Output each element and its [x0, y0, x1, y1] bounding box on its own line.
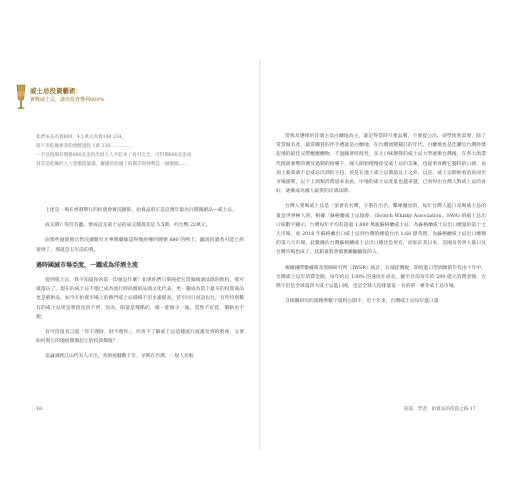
body-paragraph: 根據國際數據商及黑師研究所（IWSR）統計，在減從圍稅，開放進口型酒類的年代由十年中，台灣威士忌年消費金額，每年約以 130% 的速度在成長，截至目前每年約 280 億元消費金額，台灣不但是全球第四大威士忌進口國，也是全球人均排量第一名的單一麥芽威士忌市場。 [276, 265, 486, 290]
body-paragraph: 常喝及選擇的洋酒主以白蘭地為主，誰記得當時只要品嚐，不要提公出，卻學使客需要，除了常當做名產，最常購買的伴手禮就是白蘭地，在台灣流變鋪註的年代，白蘭地也是佳購官台灣經濟起飛的最佳交際應應酬物，不過隨著時演性，多元口味選擇的威士忌大學逐漸台灣後，在各大酒業代理商強勢的選及過銷的推導下，國人開始慢慢接受威士忌的美味，也從事喜歡它獨特的口感，再加上葡萄酒不足威忌洋酒的主持，於是在地上威士忌價值以上之外，以是，威士忌開始看清高而至市場鴻利，以下上酒類消費量來表看，中地的威士忌產量也越來越，已看得出台灣人對威士忌的喜好，逐漸成為國人最愛的洋酒品牌。 [276, 134, 486, 195]
section-heading: 過時國減市場亞度，一躍成為洋酒主流 [36, 261, 139, 269]
page-number-left: 16 [36, 406, 43, 412]
body-paragraph: 成交價？你沒有聽，要成這支威士忌的成交價落差是 5.5萬，約台幣 22萬元。 [45, 223, 211, 229]
quote-line: 接下來乾燥麥芽的發酵過程 1萬 230…………， [36, 144, 134, 149]
body-paragraph: 自相關研究的深精準數字資料公開不，近十年來，台灣威士忌每年進口量 [285, 299, 439, 305]
quote-block [36, 133, 241, 169]
page-number-right: 前篇．學習．拍賣品的投資之路 17 [404, 407, 476, 412]
whisky-glass-icon [14, 83, 28, 111]
quote-line: 私們多長為賣800，4.1萬元為賣148 234， [36, 135, 127, 140]
chapter-header [14, 83, 144, 123]
body-paragraph: 台灣人愛喝威士忌是「頂著有名聲，下港有出名」擊眾優見的，每年台灣人進口及喝威士忌的量是世界極人的，根據「蘇格蘭威士忌協會」(Scotch Whisky Association，SWA) 的威士忌出口統數字顯示，台灣每年平均有超過 1,880 萬瓶蘇格蘭威士忌，為蘇格蘭威士忌出口總量的第十七大市場，而 2018 年蘇格蘭出口威士忌到台灣的總值台出 1.68 億英鎊，為蘇格蘭威士忌出口總額的第六大市場，此數據佔台灣蘇格蘭威士忌出口總比是更有，而加計其日本、美國及各事大量口及台灣市場也成了，其銷量將會價裹繼驗驗賞的人。 [276, 204, 486, 256]
right-page-body [276, 132, 486, 312]
body-paragraph: 上述是一場在香港舉行的拍賣會實況錄影，拍賣品項正是這幾年最為行銷獨創品—威士忌。 [45, 208, 237, 213]
quote-line: 一不見現場有價格880美金的出現大人平起來了看可完全，可得價880美金而 [36, 153, 192, 158]
chapter-title: 威士忌投資藝術： [30, 87, 82, 95]
left-page-body [36, 206, 244, 368]
body-paragraph: 追論酒跨江山代有人才出，各領風騷數千年，早期在台灣，一般人比較 [45, 354, 194, 360]
body-paragraph: 有可投資者言道「你不理財，財不理你」，你喜不了解威士忌這樣流行波漲及到的奧祕，又要如何與它的地板開價起它的投資價值？ [36, 330, 244, 345]
body-paragraph: 而那些疑賠賣官售次總數有才華牌藥師認得幾經傳的牌號 880 的例上，聽說的讀者可能已經猜到了，那就是五年前的我。 [36, 238, 244, 253]
quote-line: 發其是乾燥的主人想價值暴漲，屢漲的抬頭上的價差與強勢是一個漲價…… [36, 162, 188, 167]
body-paragraph: 提到威士忌，我不知道你的第一印象是什麼？如果你們只單純把它當做喝酒品飲的飲料，那可就落伍了。現在的威士忌不僅已成為流行時尚圈的品酒文化代表，更一躍成為當下最夯的投資商品也是藝術品，如今在拍賣市場上的熱門威士忌價格不但水漲船高，甚至同日而語以往，有些特別稀有的威士忌更是想買也買不到，因為，限量是殘酷的，唯一能做少一瓶，當然不好買，價格也不便。 [36, 278, 244, 320]
chapter-subtitle: 實戰威士忌，讓你投資獲利800% [30, 97, 105, 103]
book-gutter [259, 60, 261, 450]
